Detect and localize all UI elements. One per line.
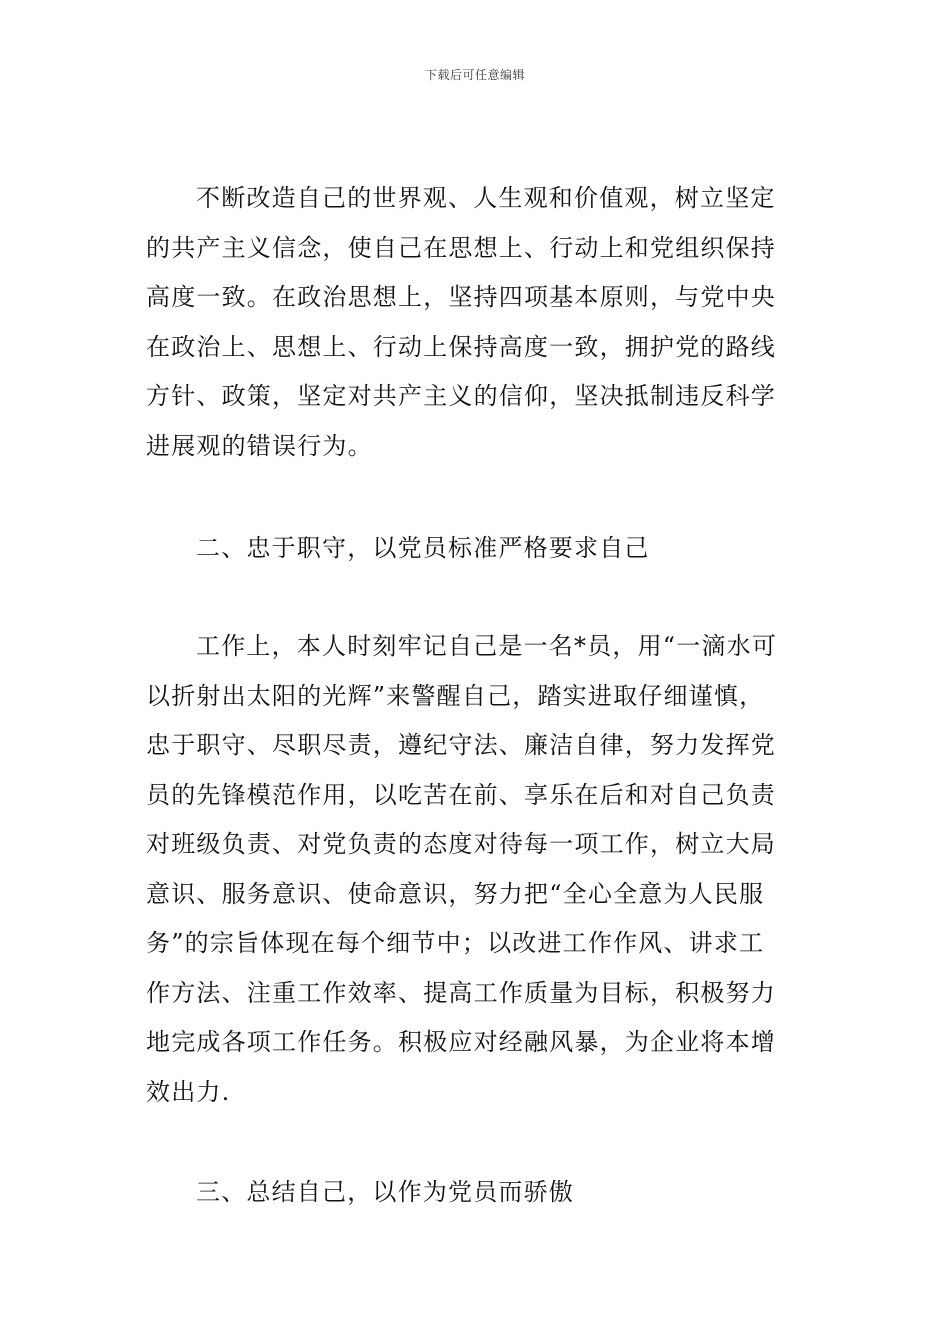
paragraph-line: 不断改造自己的世界观、人生观和价值观，树立坚定 <box>196 184 776 212</box>
paragraph-line: 在政治上、思想上、行动上保持高度一致，拥护党的路线 <box>146 332 776 361</box>
paragraph-line: 作方法、注重工作效率、提高工作质量为目标，积极努力 <box>146 978 776 1007</box>
paragraph-line: 以折射出太阳的光辉”来警醒自己，踏实进取仔细谨慎， <box>146 681 765 710</box>
paragraph-line: 员的先锋模范作用，以吃苦在前、享乐在后和对自己负责 <box>146 780 776 809</box>
paragraph-2 <box>146 622 810 1117</box>
paragraph-line: 务”的宗旨体现在每个细节中；以改进工作作风、讲求工 <box>146 929 765 957</box>
page-header: 下载后可任意编辑 <box>424 68 525 82</box>
paragraph-line: 进展观的错误行为。 <box>146 431 373 460</box>
section-heading-2 <box>146 524 810 574</box>
paragraph-line: 忠于职守、尽职尽责，遵纪守法、廉洁自律，努力发挥党 <box>146 731 776 759</box>
paragraph-line: 的共产主义信念，使自己在思想上、行动上和党组织保持 <box>146 233 776 262</box>
paragraph-line: 地完成各项工作任务。积极应对经融风暴，为企业将本增 <box>146 1028 776 1056</box>
paragraph-line: 意识、服务意识、使命意识，努力把“全心全意为人民服 <box>146 879 765 908</box>
section-heading-text: 三、总结自己，以作为党员而骄傲 <box>196 1178 574 1206</box>
paragraph-line: 效出力. <box>146 1077 231 1106</box>
section-heading-text: 二、忠于职守，以党员标准严格要求自己 <box>196 534 650 562</box>
paragraph-1 <box>146 174 810 471</box>
paragraph-line: 工作上，本人时刻牢记自己是一名*员，用“一滴水可 <box>196 632 778 660</box>
paragraph-line: 对班级负责、对党负责的态度对待每一项工作，树立大局 <box>146 830 776 858</box>
paragraph-line: 方针、政策，坚定对共产主义的信仰，坚决抵制违反科学 <box>146 382 776 410</box>
paragraph-line: 高度一致。在政治思想上，坚持四项基本原则，与党中央 <box>146 283 776 311</box>
section-heading-3 <box>146 1168 810 1218</box>
